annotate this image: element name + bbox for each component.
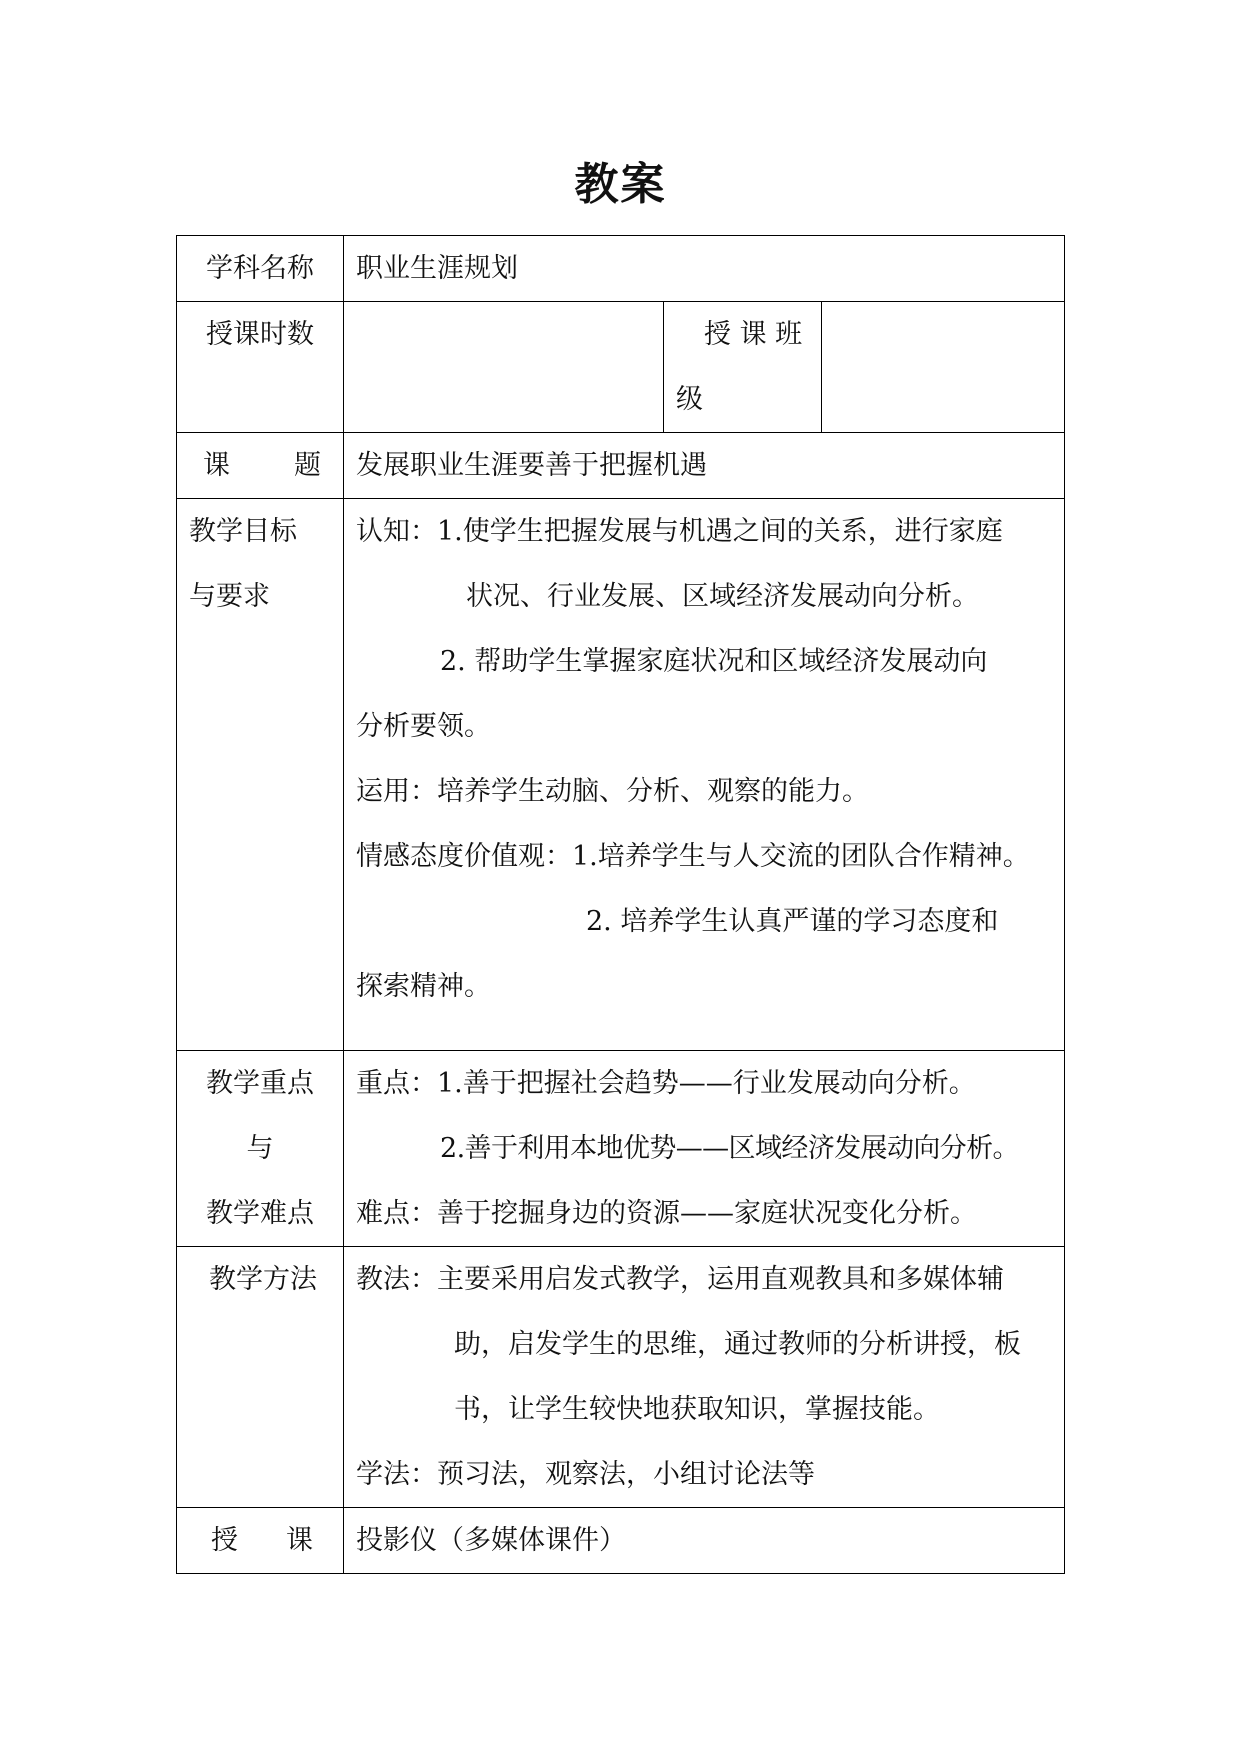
goals-line-7: 2. 培养学生认真严谨的学习态度和: [586, 906, 999, 937]
goals-line-2: 状况、行业发展、区域经济发展动向分析。: [466, 581, 979, 612]
goals-line-4: 分析要领。: [356, 711, 491, 742]
methods-label: 教学方法: [177, 1247, 344, 1508]
goals-line-5: 运用：培养学生动脑、分析、观察的能力。: [356, 776, 869, 807]
goals-line-3: 2. 帮助学生掌握家庭状况和区域经济发展动向: [440, 646, 988, 677]
goals-label-line-2: 与要求: [189, 581, 270, 612]
methods-line-2: 助，启发学生的思维，通过教师的分析讲授，板: [454, 1329, 1021, 1360]
keypoints-line-2: 2.善于利用本地优势——区域经济发展动向分析。: [440, 1133, 1019, 1164]
keypoints-label: [177, 1051, 344, 1247]
goals-content: [344, 499, 1065, 1051]
lesson-plan-table: [176, 235, 1065, 1574]
tools-label: [177, 1508, 344, 1574]
row-goals: [177, 499, 1065, 1051]
keypoints-label-line-3: 教学难点: [206, 1198, 314, 1229]
row-keypoints: [177, 1051, 1065, 1247]
methods-line-3: 书，让学生较快地获取知识，掌握技能。: [454, 1394, 940, 1425]
goals-label: [177, 499, 344, 1051]
row-topic: [177, 433, 1065, 499]
goals-label-line-1: 教学目标: [189, 516, 297, 547]
subject-label: 学科名称: [177, 236, 344, 302]
methods-line-1: 教法：主要采用启发式教学，运用直观教具和多媒体辅: [356, 1264, 1004, 1295]
row-subject: [177, 236, 1065, 302]
topic-label: [177, 433, 344, 499]
goals-line-1: 认知：1.使学生把握发展与机遇之间的关系，进行家庭: [356, 516, 1003, 547]
tools-label-2: 课: [286, 1525, 313, 1556]
row-hours: [177, 302, 1065, 433]
topic-value: 发展职业生涯要善于把握机遇: [344, 433, 1065, 499]
class-label: [664, 302, 822, 433]
goals-line-6: 情感态度价值观：1.培养学生与人交流的团队合作精神。: [356, 841, 1030, 872]
keypoints-content: [344, 1051, 1065, 1247]
page-title: 教案: [574, 159, 667, 210]
keypoints-label-line-2: 与: [246, 1133, 274, 1164]
row-methods: [177, 1247, 1065, 1508]
methods-content: [344, 1247, 1065, 1508]
tools-value: 投影仪（多媒体课件）: [344, 1508, 1065, 1574]
topic-label-2: 题: [294, 450, 321, 481]
keypoints-line-3: 难点：善于挖掘身边的资源——家庭状况变化分析。: [356, 1198, 977, 1229]
goals-line-8: 探索精神。: [356, 971, 491, 1002]
class-label-line-1: 授 课 班: [704, 319, 803, 350]
row-tools: [177, 1508, 1065, 1574]
subject-value: 职业生涯规划: [344, 236, 1065, 302]
class-value: [822, 302, 1065, 433]
keypoints-line-1: 重点：1.善于把握社会趋势——行业发展动向分析。: [356, 1068, 976, 1099]
methods-line-4: 学法：预习法，观察法，小组讨论法等: [356, 1459, 815, 1490]
topic-label-1: 课: [203, 450, 230, 481]
class-label-line-2: 级: [676, 384, 703, 415]
hours-label: 授课时数: [177, 302, 344, 433]
hours-value: [344, 302, 664, 433]
tools-label-1: 授: [211, 1525, 238, 1556]
keypoints-label-line-1: 教学重点: [206, 1068, 314, 1099]
